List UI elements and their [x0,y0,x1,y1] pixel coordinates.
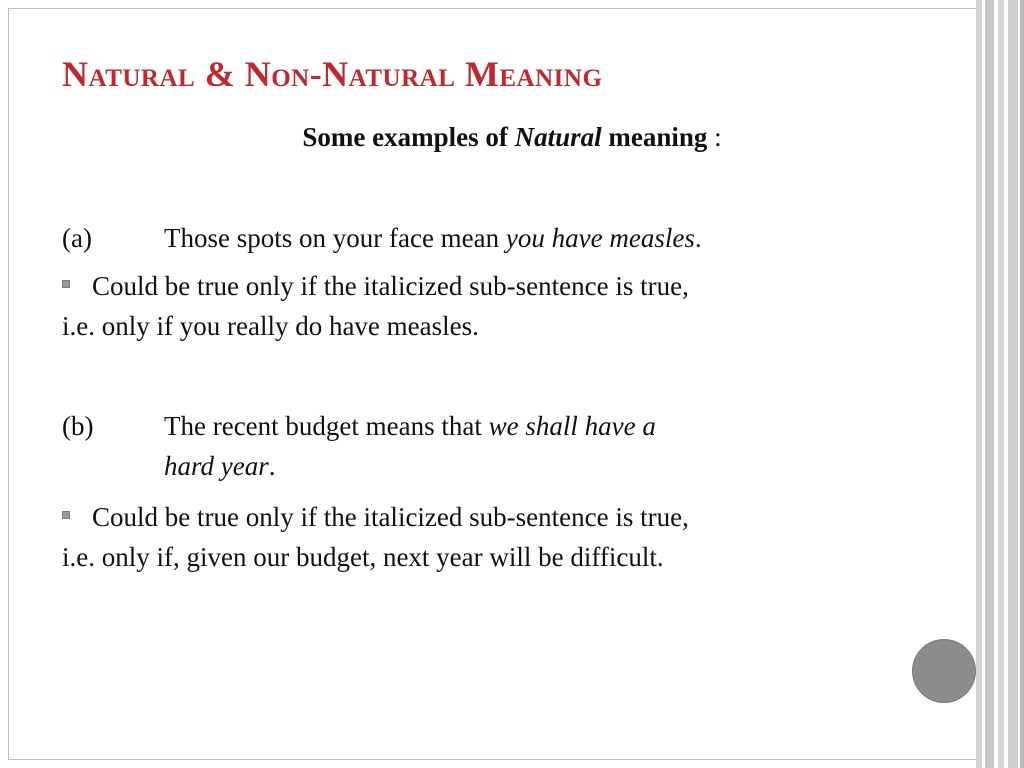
subtitle-colon: : [707,122,722,152]
bullet-line-1: Could be true only if the italicized sub-sentence is true, [92,502,689,532]
example-sentence [164,218,702,258]
bullet-line-2: i.e. only if, given our budget, next year will be difficult. [62,542,664,572]
example-italic: you have measles [505,223,695,253]
decorative-bar [998,0,1004,768]
subtitle-text-end: meaning [601,122,708,152]
example-italic: we shall have a [488,411,656,441]
bullet-item [62,497,982,577]
example-label: (a) [62,223,92,253]
decorative-bar [1008,0,1018,768]
decorative-bar [1020,0,1024,768]
subtitle-italic: Natural [514,122,602,152]
bullet-line-1: Could be true only if the italicized sub-sentence is true, [92,271,689,301]
decorative-bar [985,0,994,768]
bullet-icon [62,511,70,519]
example-sentence [164,406,656,486]
example-text: Those spots on your face mean [164,223,506,253]
example-period: . [268,451,276,481]
example-italic-cont: hard year [164,451,269,481]
example-b [62,406,656,486]
decorative-bar [976,0,982,768]
subtitle-text: Some examples of [302,122,515,152]
slide-subtitle [0,117,1024,157]
bullet-line-2: i.e. only if you really do have measles. [62,311,479,341]
decorative-circle-icon [913,640,975,702]
example-label: (b) [62,411,94,441]
slide-title: Natural & Non-Natural Meaning [62,54,603,94]
bullet-icon [62,280,70,288]
example-text: The recent budget means that [164,411,489,441]
bullet-item [62,266,982,346]
example-a [62,218,702,258]
example-period: . [694,223,702,253]
